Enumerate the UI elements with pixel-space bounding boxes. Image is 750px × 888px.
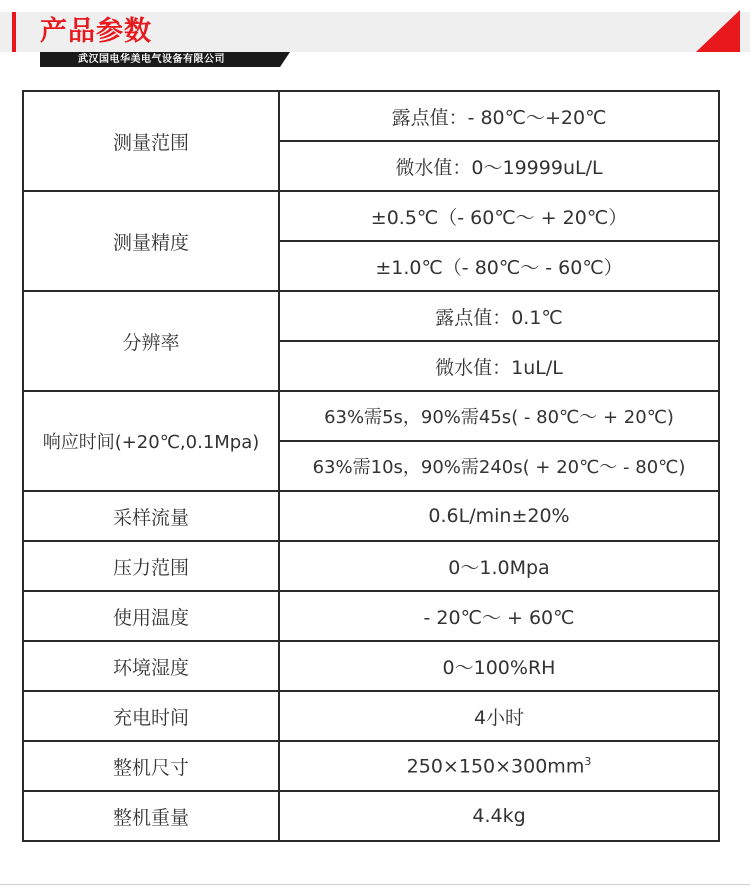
- spec-label: 采样流量: [23, 491, 279, 541]
- cube-superscript: 3: [584, 754, 592, 768]
- spec-label: 整机重量: [23, 791, 279, 841]
- spec-value: 微水值：0～19999uL/L: [279, 141, 719, 191]
- bottom-divider: [0, 884, 750, 885]
- spec-value: 63%需10s，90%需240s( + 20℃～ - 80℃): [279, 441, 719, 491]
- spec-table: [22, 90, 720, 842]
- spec-label: 使用温度: [23, 591, 279, 641]
- spec-value: 0～100%RH: [279, 641, 719, 691]
- dimension-text: 250×150×300mm: [406, 755, 585, 778]
- spec-value: 0～1.0Mpa: [279, 541, 719, 591]
- spec-value: 4.4kg: [279, 791, 719, 841]
- table-row: [23, 791, 719, 841]
- spec-value: 4小时: [279, 691, 719, 741]
- spec-label: 充电时间: [23, 691, 279, 741]
- header-accent-line: [12, 12, 16, 52]
- spec-value: 露点值：- 80℃～+20℃: [279, 91, 719, 141]
- table-row: [23, 641, 719, 691]
- table-row: [23, 191, 719, 241]
- spec-label: 测量精度: [23, 191, 279, 291]
- spec-value: ±1.0℃（- 80℃～ - 60℃）: [279, 241, 719, 291]
- spec-value: 露点值：0.1℃: [279, 291, 719, 341]
- table-row: [23, 291, 719, 341]
- section-title: 产品参数: [40, 16, 152, 47]
- table-row: [23, 391, 719, 441]
- spec-value: 0.6L/min±20%: [279, 491, 719, 541]
- section-header: [0, 0, 750, 70]
- table-row: [23, 691, 719, 741]
- table-row: [23, 491, 719, 541]
- spec-value: 微水值：1uL/L: [279, 341, 719, 391]
- spec-label: 整机尺寸: [23, 741, 279, 791]
- spec-value: - 20℃～ + 60℃: [279, 591, 719, 641]
- spec-label: 压力范围: [23, 541, 279, 591]
- table-row: [23, 591, 719, 641]
- table-row: [23, 741, 719, 791]
- spec-label: 测量范围: [23, 91, 279, 191]
- spec-value: ±0.5℃（- 60℃～ + 20℃）: [279, 191, 719, 241]
- header-corner-triangle: [696, 10, 740, 52]
- spec-value: 63%需5s，90%需45s( - 80℃～ + 20℃): [279, 391, 719, 441]
- spec-label: 环境湿度: [23, 641, 279, 691]
- table-row: [23, 91, 719, 141]
- table-row: [23, 541, 719, 591]
- spec-value: [279, 741, 719, 791]
- spec-label: 响应时间(+20℃,0.1Mpa): [23, 391, 279, 491]
- company-name: 武汉国电华美电气设备有限公司: [78, 54, 225, 65]
- spec-label: 分辨率: [23, 291, 279, 391]
